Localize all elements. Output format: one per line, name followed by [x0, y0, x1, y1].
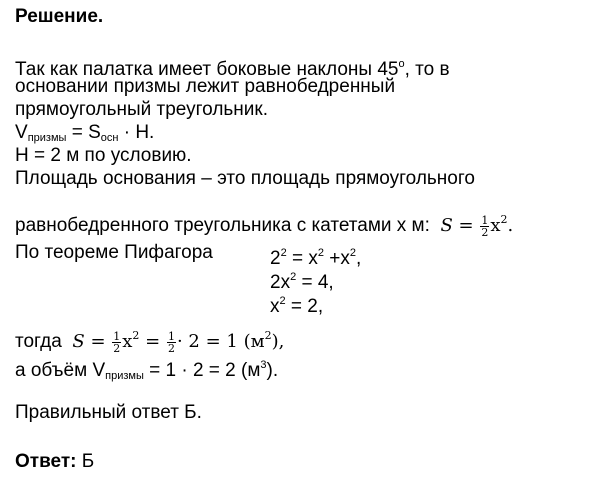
then-s: S	[72, 331, 85, 352]
then-rest-pow: 2	[264, 329, 272, 342]
volume-b: = 1 · 2 = 2 (м	[143, 360, 261, 381]
v-subscript: призмы	[27, 132, 67, 144]
area-den: 2	[481, 225, 489, 239]
then-den1: 2	[113, 341, 121, 355]
then-x: x	[122, 331, 133, 352]
eq1-pow2: 2	[317, 247, 324, 259]
final-answer	[15, 451, 94, 473]
s-symbol: = S	[66, 122, 101, 143]
eq1-b: = x	[286, 248, 318, 269]
then-line	[15, 319, 284, 359]
area-line-1: Площадь основания – это площадь прямоугольного	[15, 168, 475, 189]
eq1-pow: 2	[280, 247, 287, 259]
volume-line	[15, 354, 278, 387]
then-rest-end: ),	[271, 331, 285, 352]
eq1-a: 2	[270, 248, 281, 269]
then-formula	[72, 329, 285, 355]
pythagoras-label: По теореме Пифагора	[15, 242, 213, 263]
area-line-2	[15, 203, 513, 243]
eq3-b: = 2,	[285, 296, 324, 317]
eq2-b: = 4,	[296, 272, 334, 293]
eq3-a: x	[270, 296, 280, 317]
pythagoras-eq-3	[270, 290, 323, 318]
p1-text-b: , то в	[404, 59, 450, 80]
area-eq: =	[458, 215, 474, 236]
p1-text-a: Так как палатка имеет боковые наклоны 45	[15, 59, 399, 80]
then-eq: =	[90, 331, 106, 352]
area-dot: .	[507, 215, 514, 236]
eq2-a: 2x	[270, 272, 291, 293]
then-eq2: =	[145, 331, 161, 352]
eq1-c: +x	[323, 248, 350, 269]
final-answer-label: Ответ:	[15, 451, 77, 472]
volume-sub: призмы	[105, 370, 144, 382]
formula-end: · H.	[118, 122, 155, 143]
v-symbol: V	[15, 122, 28, 143]
then-rest: · 2 = 1 (м	[176, 331, 265, 352]
eq3-pow: 2	[279, 295, 286, 307]
then-label: тогда	[15, 331, 62, 352]
then-num2: 1	[167, 329, 175, 343]
height-line: H = 2 м по условию.	[15, 145, 192, 166]
s-subscript: осн	[100, 132, 119, 144]
eq1-pow3: 2	[349, 247, 356, 259]
degree-mark: о	[398, 58, 405, 70]
solution-heading: Решение.	[15, 6, 104, 27]
final-answer-value: Б	[76, 451, 95, 472]
area-fraction	[480, 215, 489, 238]
volume-c: ).	[266, 360, 279, 381]
paragraph-line-3: прямоугольный треугольник.	[15, 99, 269, 120]
correct-answer-text: Правильный ответ Б.	[15, 402, 202, 423]
then-pow: 2	[132, 329, 140, 342]
paragraph-line-2: основании призмы лежит равнобедренный	[15, 76, 396, 97]
area-s: S	[440, 215, 453, 236]
then-den2: 2	[167, 341, 175, 355]
area-formula	[440, 213, 514, 239]
volume-pow: 3	[260, 359, 267, 371]
then-fraction-1	[112, 331, 121, 354]
area-x: x	[490, 215, 501, 236]
area-pow: 2	[500, 213, 508, 226]
eq1-d: ,	[355, 248, 362, 269]
area-text: равнобедренного треугольника с катетами x м:	[15, 215, 430, 236]
then-fraction-2	[167, 331, 176, 354]
eq2-pow: 2	[290, 271, 297, 283]
then-num1: 1	[113, 329, 121, 343]
area-num: 1	[481, 213, 489, 227]
volume-a: а объём V	[15, 360, 106, 381]
